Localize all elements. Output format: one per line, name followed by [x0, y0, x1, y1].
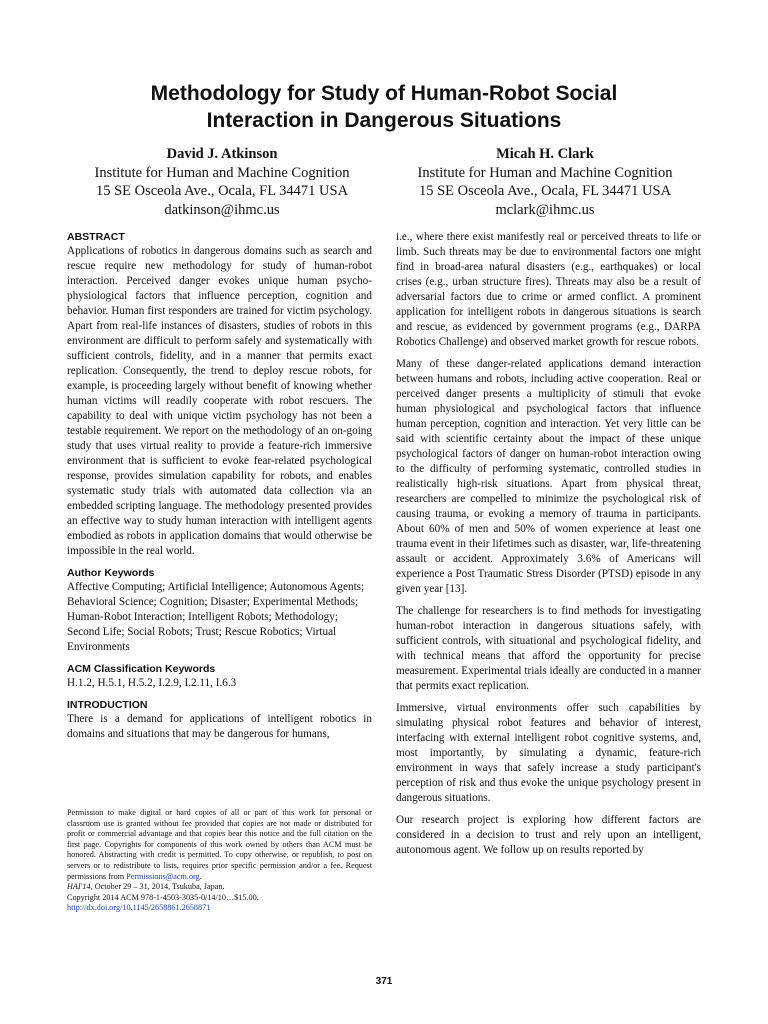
- body-paragraph: Many of these danger-related applications demand interaction between humans and robots, including active cooperation. Real or perceived danger presents a multiplicity of stimuli that evoke human physiological and psychological factors that influence human perception, cognition and interaction. Yet very little can be said with scientific certainty about the impact of these unique psychological factors of danger on human-robot interaction owing to the difficulty of performing systematic, controlled studies in realistically high-risk situations. Apart from physical threat, researchers are compelled to minimize the psychological risk of causing trauma, or evoking a memory of trauma in participants. About 60% of men and 50% of women experience at least one trauma event in their lifetimes such as disaster, war, life-threatening assault or accident. Approximately 3.6% of Americans will experience a Post Traumatic Stress Disorder (PTSD) episode in any given year [13].: [396, 358, 701, 595]
- author-email[interactable]: mclark@ihmc.us: [495, 201, 595, 218]
- author-keywords-text: Affective Computing; Artificial Intelligence; Autonomous Agents; Behavioral Science; Cognition; Disaster; Experimental Methods; Human-Robot Interaction; Intelligent Robots; Methodology; Second Life; Social Robots; Trust; Rescue Robotics; Virtual Environments: [67, 581, 365, 653]
- body-paragraph: i.e., where there exist manifestly real or perceived threats to life or limb. Such threats may be due to environmental factors one might find in broad-area natural disasters (e.g., earthquakes) or local crises (e.g., urban structure fires). Threats may also be a result of adversarial factors due to crime or armed conflict. A prominent application for intelligent robots in dangerous situations is search and rescue, as evidenced by government programs (e.g., DARPA Robotics Challenge) and observed market growth for rescue robots.: [396, 231, 701, 348]
- permission-text: Permission to make digital or hard copies of all or part of this work for personal or classroom use is granted without fee provided that copies are not made or distributed for profit or commercial advantage and that copies bear this notice and the full citation on the first page. Copyrights for components of this work owned by others than ACM must be honored. Abstracting with credit is permitted. To copy otherwise, or republish, to post on servers or to redistribute to lists, requires prior specific permission and/or a fee. Request permissions from: [67, 808, 372, 881]
- author-address: 15 SE Osceola Ave., Ocala, FL 34471 USA: [95, 183, 349, 199]
- left-column: [67, 230, 372, 749]
- conference-line: [67, 882, 372, 893]
- body-paragraph: Immersive, virtual environments offer such capabilities by simulating physical robot features and behavior of interest, interfacing with external intelligent robot cognitive systems, and, most importantly, by simulating a dynamic, feature-rich environment in ways that safely increase a study participant's perception of risk and thus evoke the unique psychology present in dangerous situations.: [396, 702, 701, 804]
- paper-title: [0, 80, 768, 134]
- right-column: [396, 230, 701, 865]
- author-block-2: [395, 145, 695, 219]
- introduction-text: There is a demand for applications of intelligent robotics in domains and situations that may be dangerous for humans,: [67, 713, 372, 740]
- body-paragraph: The challenge for researchers is to find methods for investigating human-robot interaction in dangerous situations safely, with sufficient controls, with situational and psychological fidelity, and with technical means that afford the opportunity for precise measurement. Experimental trials ideally are conducted in a manner that permits exact replication.: [396, 605, 701, 692]
- copyright-line: Copyright 2014 ACM 978-1-4503-3035-0/14/10…$15.00.: [67, 892, 259, 902]
- author-keywords-heading: Author Keywords: [67, 567, 155, 579]
- permissions-email-link[interactable]: Permissions@acm.org: [126, 871, 200, 881]
- acm-classification-heading: ACM Classification Keywords: [67, 663, 216, 675]
- author-name: David J. Atkinson: [166, 146, 278, 162]
- title-line-2: Interaction in Dangerous Situations: [206, 109, 562, 132]
- abstract-text: Applications of robotics in dangerous domains such as search and rescue require new methodology for study of human-robot interaction. Perceived danger evokes unique human psycho-physiological factors that influence perception, cognition and behavior. Human first responders are trained for victim psychology. Apart from real-life instances of disasters, studies of robots in this environment are difficult to perform safely and systematically with sufficient controls, fidelity, and in a manner that permits exact replication. Consequently, the trend to deploy rescue robots, for example, is proceeding largely without benefit of knowing whether human victims will readily cooperate with robot rescuers. The capability to deal with unique victim psychology has not been a testable requirement. We report on the methodology of an on-going study that uses virtual reality to provide a feature-rich immersive environment that is sufficient to evoke fear-related psychological response, provides simulation capability for robots, and enables systematic study trials with automated data collection via an embedded scripting language. The methodology presented provides an effective way to study human interaction with intelligent agents embodied as robots in application domains that would otherwise be impossible in the real world.: [67, 245, 372, 557]
- abstract-heading: ABSTRACT: [67, 231, 125, 243]
- permission-block: [67, 808, 372, 914]
- body-paragraph: Our research project is exploring how different factors are considered in a decision to trust and rely upon an intelligent, autonomous agent. We follow up on results reported by: [396, 814, 701, 856]
- author-block-1: [72, 145, 372, 219]
- permission-notice: [67, 808, 372, 882]
- author-affiliation: Institute for Human and Machine Cognition: [417, 164, 673, 181]
- author-email[interactable]: datkinson@ihmc.us: [164, 201, 280, 218]
- permission-email-suffix: .: [199, 871, 202, 881]
- title-line-1: Methodology for Study of Human-Robot Social: [150, 82, 618, 105]
- conference-name: HAI'14: [67, 882, 91, 892]
- conference-details: , October 29 – 31, 2014, Tsukuba, Japan.: [90, 882, 225, 892]
- introduction-heading: INTRODUCTION: [67, 699, 148, 711]
- author-affiliation: Institute for Human and Machine Cognition: [94, 164, 350, 181]
- author-name: Micah H. Clark: [496, 146, 594, 162]
- acm-classification-text: H.1.2, H.5.1, H.5.2, I.2.9, I.2.11, I.6.3: [67, 677, 237, 689]
- author-address: 15 SE Osceola Ave., Ocala, FL 34471 USA: [418, 183, 672, 199]
- doi-link[interactable]: http://dx.doi.org/10.1145/2658861.2658871: [67, 903, 211, 913]
- page-number: 371: [375, 976, 393, 987]
